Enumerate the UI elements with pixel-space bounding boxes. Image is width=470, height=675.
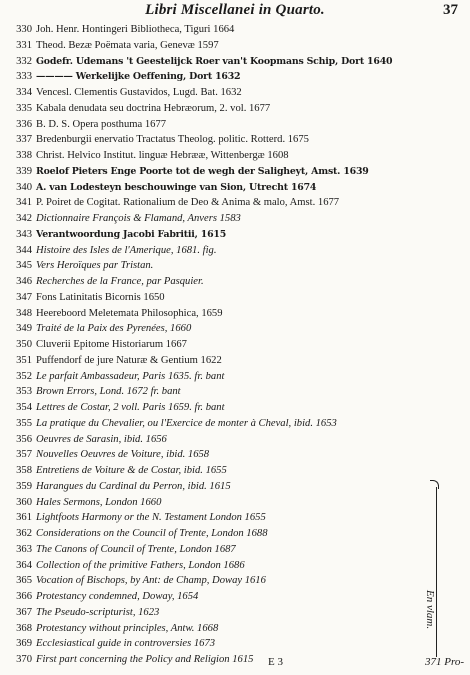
entry-text: Vencesl. Clementis Gustavidos, Lugd. Bat. 1632 bbox=[36, 87, 242, 98]
entry-text: A. van Lodesteyn beschouwinge van Sion, Utrecht 1674 bbox=[36, 181, 317, 193]
catalogue-entry bbox=[0, 22, 470, 38]
catalogue-entry bbox=[0, 353, 470, 369]
catalogue-entry bbox=[0, 400, 470, 416]
catalogue-entry bbox=[0, 38, 470, 54]
catalogue-entry bbox=[0, 510, 470, 526]
entry-text: Oeuvres de Sarasin, ibid. 1656 bbox=[36, 433, 167, 445]
entry-text: Lightfoots Harmony or the N. Testament London 1655 bbox=[36, 512, 266, 524]
entry-number: 330 bbox=[16, 24, 32, 35]
entry-text: ———— Werkelijke Oeffening, Dort 1632 bbox=[36, 71, 241, 83]
entry-text: Verantwoordung Jacobi Fabritii, 1615 bbox=[36, 228, 227, 240]
entry-number: 359 bbox=[16, 480, 32, 492]
catalogue-entry bbox=[0, 605, 470, 621]
entry-text: Lettres de Costar, 2 voll. Paris 1659. fr. bant bbox=[36, 402, 225, 413]
entry-text: Brown Errors, Lond. 1672 fr. bant bbox=[36, 386, 181, 398]
entry-number: 336 bbox=[16, 118, 32, 130]
catalogue-entry bbox=[0, 85, 470, 101]
entry-number: 333 bbox=[16, 71, 32, 83]
catalogue-entry bbox=[0, 636, 470, 652]
entry-number: 350 bbox=[16, 339, 32, 350]
entry-text: Theod. Bezæ Poëmata varia, Genevæ 1597 bbox=[36, 39, 219, 51]
entry-number: 355 bbox=[16, 417, 32, 429]
entry-number: 367 bbox=[16, 606, 32, 618]
catalogue-entry bbox=[0, 164, 470, 180]
catalogue-entry bbox=[0, 573, 470, 589]
entry-number: 349 bbox=[16, 323, 32, 335]
entry-number: 368 bbox=[16, 622, 32, 634]
entry-text: Protestancy without principles, Antw. 1668 bbox=[36, 622, 219, 634]
catalogue-entry bbox=[0, 274, 470, 290]
catalogue-entry bbox=[0, 69, 470, 85]
entry-text: Harangues du Cardinal du Perron, ibid. 1615 bbox=[36, 480, 231, 492]
entry-text: Protestancy condemned, Doway, 1654 bbox=[36, 591, 199, 602]
entry-number: 358 bbox=[16, 465, 32, 476]
entry-text: First part concerning the Policy and Religion 1615 bbox=[36, 654, 254, 665]
entry-text: Considerations on the Council of Trente, London 1688 bbox=[36, 528, 268, 539]
entry-number: 346 bbox=[16, 276, 32, 287]
entry-text: Ecclesiastical guide in controversies 1673 bbox=[36, 638, 216, 650]
catalogue-entry bbox=[0, 337, 470, 353]
catalogue-entry bbox=[0, 306, 470, 322]
entry-text: Vers Heroïques par Tristan. bbox=[36, 260, 154, 272]
side-note: En vlam. bbox=[424, 590, 436, 630]
catalogue-entry bbox=[0, 101, 470, 117]
entry-number: 370 bbox=[16, 654, 32, 665]
entry-text: Godefr. Udemans 't Geestelijck Roer van't Koopmans Schip, Dort 1640 bbox=[36, 55, 393, 67]
entry-text: Le parfait Ambassadeur, Paris 1635. fr. bant bbox=[36, 370, 225, 382]
entry-text: B. D. S. Opera posthuma 1677 bbox=[36, 118, 167, 130]
catalogue-entry bbox=[0, 180, 470, 196]
catalogue-entry bbox=[0, 227, 470, 243]
catalogue-entry bbox=[0, 542, 470, 558]
entry-text: Dictionnaire François & Flamand, Anvers 1583 bbox=[36, 213, 241, 224]
entry-text: Traité de la Paix des Pyrenées, 1660 bbox=[36, 323, 192, 335]
entry-number: 342 bbox=[16, 213, 32, 224]
entry-text: Bredenburgii enervatio Tractatus Theolog. politic. Rotterd. 1675 bbox=[36, 134, 309, 146]
entry-number: 362 bbox=[16, 528, 32, 539]
catalogue-entry bbox=[0, 463, 470, 479]
entry-number: 361 bbox=[16, 512, 32, 524]
entry-number: 339 bbox=[16, 165, 32, 177]
entry-number: 338 bbox=[16, 150, 32, 161]
entry-number: 343 bbox=[16, 228, 32, 240]
catchword: 371 Pro- bbox=[425, 656, 465, 668]
catalogue-list bbox=[0, 22, 470, 668]
entry-text: Cluverii Epitome Historiarum 1667 bbox=[36, 339, 187, 350]
bracket-line bbox=[436, 487, 438, 657]
catalogue-entry bbox=[0, 652, 470, 668]
catalogue-entry bbox=[0, 621, 470, 637]
entry-number: 365 bbox=[16, 575, 32, 587]
entry-text: La pratique du Chevalier, ou l'Exercice de monter à Cheval, ibid. 1653 bbox=[36, 417, 337, 429]
entry-text: Recherches de la France, par Pasquier. bbox=[36, 276, 204, 287]
entry-number: 341 bbox=[16, 197, 32, 209]
entry-number: 347 bbox=[16, 291, 32, 303]
entry-text: Roelof Pieters Enge Poorte tot de wegh der Saligheyt, Amst. 1639 bbox=[36, 165, 369, 177]
catalogue-entry bbox=[0, 589, 470, 605]
catalogue-entry bbox=[0, 117, 470, 133]
catalogue-entry bbox=[0, 321, 470, 337]
entry-text: The Pseudo-scripturist, 1623 bbox=[36, 606, 160, 618]
entry-number: 356 bbox=[16, 433, 32, 445]
entry-text: Fons Latinitatis Bicornis 1650 bbox=[36, 291, 165, 303]
catalogue-entry bbox=[0, 479, 470, 495]
entry-number: 334 bbox=[16, 87, 32, 98]
entry-number: 332 bbox=[16, 55, 32, 67]
entry-text: Kabala denudata seu doctrina Hebræorum, 2. vol. 1677 bbox=[36, 102, 271, 114]
catalogue-entry bbox=[0, 369, 470, 385]
catalogue-entry bbox=[0, 384, 470, 400]
entry-number: 345 bbox=[16, 260, 32, 272]
catalogue-entry bbox=[0, 54, 470, 70]
entry-number: 348 bbox=[16, 307, 32, 319]
catalogue-entry bbox=[0, 290, 470, 306]
entry-number: 351 bbox=[16, 354, 32, 366]
entry-text: Joh. Henr. Hontingeri Bibliotheca, Tiguri 1664 bbox=[36, 24, 235, 35]
entry-text: Christ. Helvico Institut. linguæ Hebrææ, Wittenbergæ 1608 bbox=[36, 150, 289, 161]
entry-number: 353 bbox=[16, 386, 32, 398]
entry-text: Vocation of Bischops, by Ant: de Champ, Doway 1616 bbox=[36, 575, 266, 587]
entry-number: 360 bbox=[16, 496, 32, 508]
entry-number: 337 bbox=[16, 134, 32, 146]
entry-text: P. Poiret de Cogitat. Rationalium de Deo & Anima & malo, Amst. 1677 bbox=[36, 197, 340, 209]
catalogue-entry bbox=[0, 526, 470, 542]
catalogue-entry bbox=[0, 132, 470, 148]
entry-text: The Canons of Council of Trente, London 1687 bbox=[36, 543, 236, 555]
catalogue-entry bbox=[0, 211, 470, 227]
entry-number: 354 bbox=[16, 402, 32, 413]
entry-text: Nouvelles Oeuvres de Voiture, ibid. 1658 bbox=[36, 449, 210, 461]
entry-number: 340 bbox=[16, 181, 32, 193]
catalogue-entry bbox=[0, 495, 470, 511]
catalogue-entry bbox=[0, 148, 470, 164]
entry-number: 352 bbox=[16, 370, 32, 382]
entry-number: 363 bbox=[16, 543, 32, 555]
catalogue-entry bbox=[0, 432, 470, 448]
entry-number: 364 bbox=[16, 559, 32, 571]
catalogue-entry bbox=[0, 447, 470, 463]
entry-text: Puffendorf de jure Naturæ & Gentium 1622 bbox=[36, 354, 222, 366]
entry-number: 369 bbox=[16, 638, 32, 650]
entry-number: 366 bbox=[16, 591, 32, 602]
entry-number: 335 bbox=[16, 102, 32, 114]
entry-text: Hales Sermons, London 1660 bbox=[36, 496, 162, 508]
page-title: Libri Miscellanei in Quarto. bbox=[145, 2, 325, 18]
catalogue-entry bbox=[0, 258, 470, 274]
catalogue-entry bbox=[0, 195, 470, 211]
entry-number: 331 bbox=[16, 39, 32, 51]
entry-text: Heereboord Meletemata Philosophica, 1659 bbox=[36, 307, 223, 319]
catalogue-entry bbox=[0, 416, 470, 432]
entry-number: 357 bbox=[16, 449, 32, 461]
page-header bbox=[0, 2, 470, 22]
catalogue-entry bbox=[0, 558, 470, 574]
entry-text: Collection of the primitive Fathers, London 1686 bbox=[36, 559, 245, 571]
signature-mark: E 3 bbox=[268, 656, 283, 668]
entry-number: 344 bbox=[16, 244, 32, 256]
entry-text: Histoire des Isles de l'Amerique, 1681. fig. bbox=[36, 244, 217, 256]
catalogue-entry bbox=[0, 243, 470, 259]
page-number: 37 bbox=[443, 2, 458, 18]
entry-text: Entretiens de Voiture & de Costar, ibid. 1655 bbox=[36, 465, 227, 476]
